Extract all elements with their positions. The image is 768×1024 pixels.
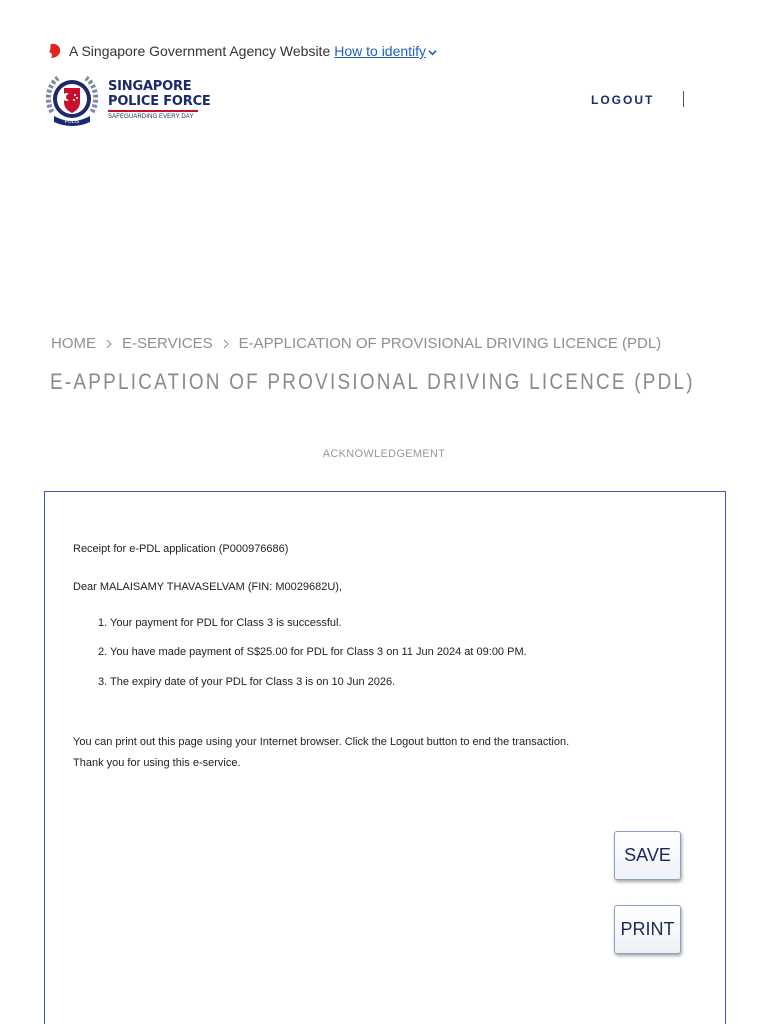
how-to-identify-link[interactable]: How to identify	[334, 43, 427, 59]
step-label: ACKNOWLEDGEMENT	[322, 448, 446, 460]
print-button[interactable]: PRINT	[614, 905, 681, 954]
gov-masthead-text: A Singapore Government Agency Website	[69, 43, 331, 59]
breadcrumb-eservices[interactable]: E-SERVICES	[122, 335, 213, 352]
brand-wordmark[interactable]	[108, 79, 211, 120]
receipt-item-1: 1. Your payment for PDL for Class 3 is successful.	[98, 617, 342, 629]
chevron-right-icon	[222, 339, 230, 349]
receipt-greeting: Dear MALAISAMY THAVASELVAM (FIN: M0029682U),	[73, 581, 342, 593]
breadcrumb	[51, 335, 661, 352]
chevron-right-icon	[105, 339, 113, 349]
breadcrumb-current: E-APPLICATION OF PROVISIONAL DRIVING LICENCE (PDL)	[238, 335, 662, 352]
breadcrumb-home[interactable]: HOME	[51, 335, 96, 352]
crest-label: POLIS	[64, 119, 80, 125]
save-button[interactable]: SAVE	[614, 831, 681, 880]
brand-tagline: SAFEGUARDING EVERY DAY	[108, 114, 194, 120]
receipt-note-thanks: Thank you for using this e-service.	[73, 757, 241, 769]
brand-line-2: POLICE FORCE	[108, 94, 211, 109]
page-title: E-APPLICATION OF PROVISIONAL DRIVING LICENCE (PDL)	[50, 369, 695, 394]
brand-rule	[108, 110, 198, 112]
receipt-item-3: 3. The expiry date of your PDL for Class 3 is on 10 Jun 2026.	[98, 676, 396, 688]
spf-crest-logo[interactable]	[44, 72, 100, 130]
receipt-item-2: 2. You have made payment of S$25.00 for PDL for Class 3 on 11 Jun 2024 at 09:00 PM.	[98, 646, 527, 658]
lion-head-icon	[48, 43, 62, 59]
nav-divider	[683, 91, 684, 107]
gov-masthead	[48, 41, 437, 61]
chevron-down-icon[interactable]	[428, 48, 437, 57]
logout-link[interactable]: LOGOUT	[591, 93, 655, 107]
receipt-panel	[44, 491, 726, 1024]
brand-line-1: SINGAPORE	[108, 79, 192, 94]
receipt-heading: Receipt for e-PDL application (P000976686)	[73, 543, 289, 555]
receipt-note-print: You can print out this page using your Internet browser. Click the Logout button to end the transaction.	[73, 736, 570, 748]
site-header	[44, 72, 724, 132]
